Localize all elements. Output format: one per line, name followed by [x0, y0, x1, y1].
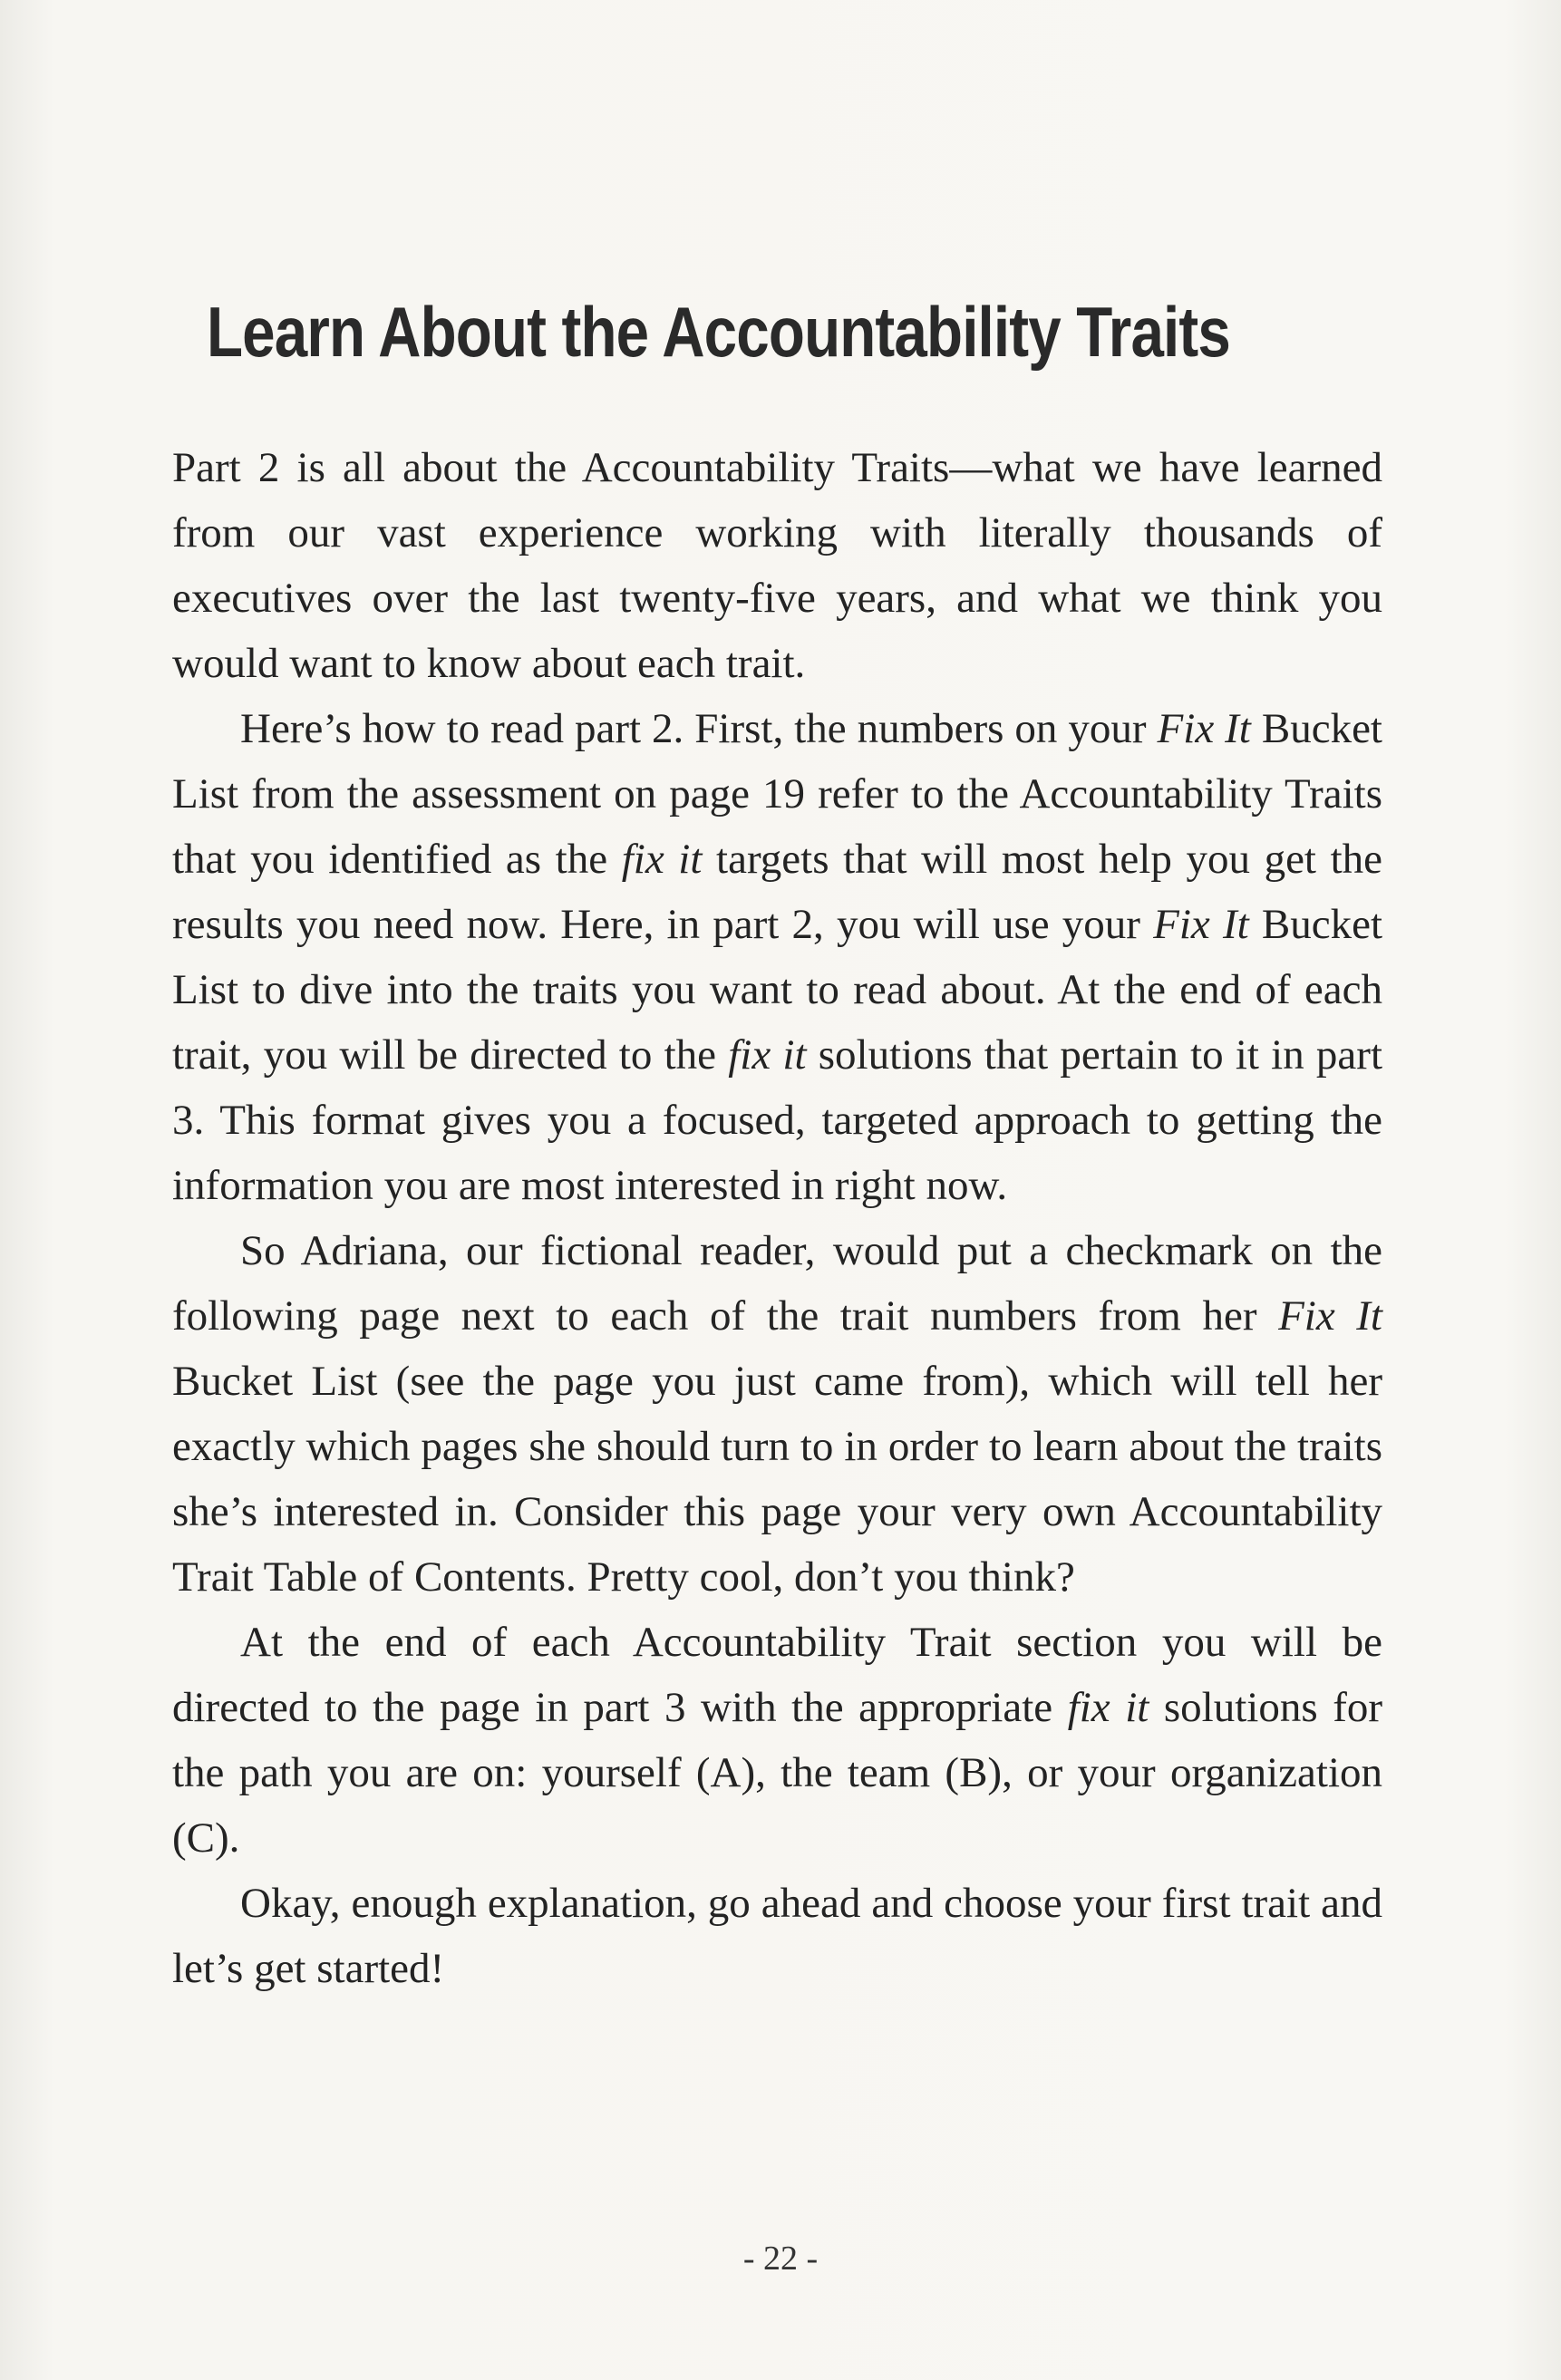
text-run: Bucket List (see the page you just came from), which will tell her exactly which pages she should turn to in order to learn about the traits she’s interested in. Consider this page your very own Accountability Trait Table of Contents. Pretty cool, don’t you think?: [172, 1358, 1382, 1601]
text-run: targets that will most help you get the results you need now. Here, in part 2, you will use your: [172, 836, 1383, 948]
text-run: Bucket List to dive into the traits you want to read about. At the end of each trait, you will be directed to the: [172, 901, 1383, 1079]
text-run: solutions for the path you are on: yourself (A), the team (B), or your organization (C).: [172, 1684, 1383, 1862]
paragraph: [172, 1610, 1382, 1871]
body-text: [172, 435, 1382, 2001]
italic-phrase: fix it: [1067, 1684, 1149, 1731]
italic-phrase: fix it: [621, 836, 703, 883]
text-run: Part 2 is all about the Accountability Traits—what we have learned from our vast experience working with literally thousands of executives over the last twenty-five years, and what we think you would want to know about each trait.: [172, 444, 1382, 687]
text-run: So Adriana, our fictional reader, would put a checkmark on the following page next to each of the trait numbers from her: [172, 1227, 1382, 1340]
paragraph: [172, 696, 1382, 1218]
text-run: solutions that pertain to it in part 3. This format gives you a focused, targeted approach to getting the information you are most interested in right now.: [172, 1031, 1382, 1209]
text-run: Bucket List from the assessment on page 19 refer to the Accountability Traits that you identified as the: [172, 705, 1382, 883]
paragraph: [172, 435, 1382, 696]
text-run: At the end of each Accountability Trait section you will be directed to the page in part 3 with the appropriate: [172, 1619, 1382, 1731]
text-run: Here’s how to read part 2. First, the numbers on your: [240, 705, 1158, 752]
italic-phrase: fix it: [728, 1031, 807, 1079]
page-title: Learn About the Accountability Traits: [207, 292, 1230, 372]
italic-phrase: Fix It: [1153, 901, 1249, 948]
paragraph: [172, 1871, 1382, 2001]
paragraph: [172, 1218, 1382, 1610]
italic-phrase: Fix It: [1157, 705, 1251, 752]
text-run: Okay, enough explanation, go ahead and choose your first trait and let’s get started!: [172, 1880, 1382, 1992]
page-number: - 22 -: [742, 2240, 819, 2278]
italic-phrase: Fix It: [1278, 1292, 1382, 1340]
